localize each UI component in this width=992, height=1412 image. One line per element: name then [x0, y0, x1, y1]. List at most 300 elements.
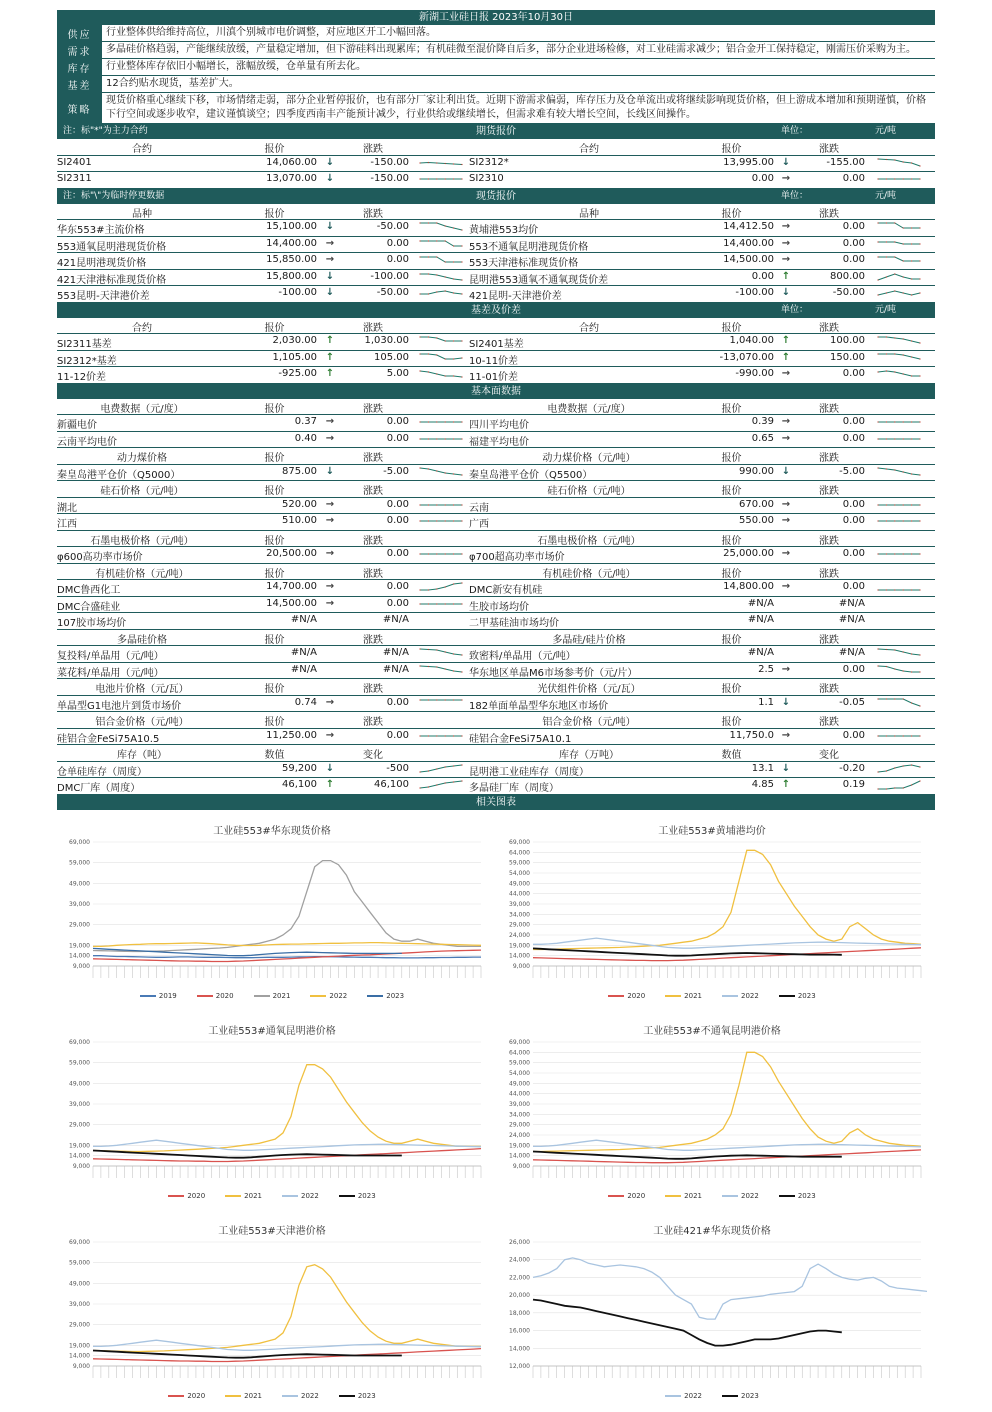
sparkline [877, 271, 921, 283]
trend-down-icon: ↓ [325, 287, 335, 298]
sparkline-point [919, 243, 920, 244]
trend-flat-icon: → [325, 498, 335, 510]
line-chart [57, 822, 487, 1012]
table-row [57, 547, 935, 564]
y-tick-label: 16,000 [509, 1327, 530, 1335]
y-tick-label: 69,000 [69, 1239, 90, 1246]
table-row [57, 432, 935, 449]
item-name: DMC新安有机硅 [469, 585, 543, 596]
y-tick-label: 14,000 [509, 1345, 530, 1353]
table-row [57, 729, 935, 746]
table-row [57, 220, 935, 237]
item-change: #N/A [382, 647, 409, 658]
col-header: 报价 [264, 535, 285, 547]
trend-flat-icon: → [781, 254, 791, 265]
legend-label: 2022 [741, 992, 759, 1000]
item-price: -990.00 [735, 368, 774, 379]
item-change: -500 [386, 762, 409, 774]
y-tick-label: 29,000 [69, 1321, 90, 1329]
sparkline-point [894, 589, 895, 590]
table-header-row [57, 139, 935, 156]
sparkline-point [453, 278, 454, 279]
summary-block [57, 25, 935, 124]
sparkline-point [886, 158, 887, 159]
sparkline-point [894, 767, 895, 768]
sparkline-point [436, 784, 437, 785]
sparkline-point [453, 375, 454, 376]
sparkline-point [877, 520, 878, 521]
legend-item [225, 1392, 262, 1400]
sparkline-point [436, 291, 437, 292]
sparkline-path [420, 354, 462, 359]
sparkline-point [419, 771, 420, 772]
sparkline-point [877, 698, 878, 699]
sparkline-point [894, 735, 895, 736]
sparkline-path [878, 765, 920, 772]
item-change: 0.00 [386, 416, 409, 427]
sparkline-point [903, 520, 904, 521]
trend-down-icon: ↓ [781, 762, 791, 774]
table-row [57, 778, 935, 795]
col-header: 合约 [579, 144, 599, 155]
legend-swatch [282, 1195, 298, 1197]
item-name: DMC合盛硅业 [57, 601, 121, 613]
y-tick-label: 64,000 [509, 1049, 530, 1057]
table-row [57, 514, 935, 531]
item-name: 江西 [57, 519, 77, 530]
sparkline-point [436, 222, 437, 223]
trend-flat-icon: → [325, 581, 335, 592]
legend-label: 2020 [215, 992, 234, 1000]
sparkline-path [878, 291, 920, 295]
sparkline-point [919, 474, 920, 475]
item-change: 0.00 [842, 548, 865, 559]
sparkline-point [419, 553, 420, 554]
sparkline-point [911, 520, 912, 521]
sub-header-row [57, 630, 935, 647]
item-name: DMC厂库（周度） [57, 783, 141, 794]
table-row [57, 646, 935, 663]
line-chart [497, 1222, 927, 1412]
trend-up-icon: ↑ [325, 368, 335, 379]
item-change: -100.00 [370, 270, 409, 282]
sparkline-point [894, 469, 895, 470]
y-tick-label: 49,000 [509, 1080, 530, 1088]
y-tick-label: 49,000 [509, 880, 530, 888]
col-header: 涨跌 [363, 208, 383, 220]
col-header: 涨跌 [363, 322, 383, 334]
sparkline-path [420, 291, 462, 294]
sparkline-point [461, 671, 462, 672]
item-price: 14,400.00 [723, 237, 774, 249]
table-header-row [57, 399, 935, 416]
item-name: 四川平均电价 [469, 420, 529, 431]
legend-swatch [779, 1195, 795, 1197]
sparkline-point [428, 161, 429, 162]
sparkline-point [877, 735, 878, 736]
sparkline-point [428, 222, 429, 223]
legend-label: 2023 [741, 1392, 759, 1400]
item-name: 421昆明-天津港价差 [469, 291, 562, 302]
sparkline-point [886, 292, 887, 293]
table-row [57, 172, 935, 189]
sparkline-point [436, 603, 437, 604]
item-name: 553昆明-天津港价差 [57, 291, 150, 302]
y-tick-label: 29,000 [69, 921, 90, 929]
sparkline-point [919, 421, 920, 422]
sparkline-point [436, 520, 437, 521]
legend-label: 2022 [329, 992, 348, 1000]
sparkline-point [886, 222, 887, 223]
legend-swatch [282, 1395, 298, 1397]
sparkline-point [419, 520, 420, 521]
trend-up-icon: ↑ [325, 779, 335, 790]
item-price: 20,500.00 [266, 548, 317, 559]
sparkline-point [419, 787, 420, 788]
sparkline-point [453, 735, 454, 736]
col-header: 报价 [721, 535, 742, 547]
sparkline-path [878, 371, 920, 376]
sparkline-point [461, 654, 462, 655]
trend-flat-icon: → [325, 696, 335, 708]
item-price: 13,995.00 [723, 156, 774, 168]
legend-label: 2022 [301, 1392, 319, 1400]
legend-label: 2022 [741, 1192, 759, 1200]
sparkline-point [894, 337, 895, 338]
sparkline-point [919, 671, 920, 672]
line-chart [497, 1022, 927, 1212]
legend-item [140, 992, 177, 1000]
item-name: 秦皇岛港平仓价（Q5500） [469, 469, 593, 481]
trend-flat-icon: → [781, 368, 791, 379]
sparkline-point [419, 256, 420, 257]
sparkline-point [453, 358, 454, 359]
sparkline-point [419, 336, 420, 337]
item-price: 0.39 [751, 416, 774, 427]
sparkline [419, 548, 463, 560]
sparkline-point [419, 504, 420, 505]
sparkline-point [911, 421, 912, 422]
col-header: 品种 [132, 208, 152, 220]
y-tick-label: 14,000 [509, 952, 530, 960]
sparkline-point [436, 354, 437, 355]
item-change: -50.00 [832, 287, 865, 298]
sparkline [877, 730, 921, 742]
sparkline-path [420, 257, 462, 262]
y-tick-label: 59,000 [69, 1059, 90, 1067]
series-line-2019 [93, 956, 481, 958]
item-price: 14,500.00 [266, 597, 317, 609]
sparkline-point [445, 766, 446, 767]
sparkline [877, 221, 921, 233]
col-header: 报价 [721, 322, 742, 334]
table-row [57, 286, 935, 303]
sparkline [877, 416, 921, 428]
sparkline-point [436, 421, 437, 422]
trend-down-icon: ↓ [325, 221, 335, 232]
sparkline [877, 238, 921, 250]
item-price: #N/A [290, 663, 317, 675]
sparkline [419, 335, 463, 347]
sparkline-point [445, 438, 446, 439]
legend-swatch [310, 995, 326, 997]
sparkline-point [903, 276, 904, 277]
legend-swatch [339, 1395, 355, 1397]
sparkline-point [419, 665, 420, 666]
col-header: 石墨电极价格（元/吨） [537, 535, 641, 547]
legend-label: 2021 [244, 1192, 262, 1200]
sparkline-point [877, 158, 878, 159]
sparkline-point [428, 371, 429, 372]
sparkline-point [894, 241, 895, 242]
sparkline-point [453, 670, 454, 671]
sparkline-point [919, 589, 920, 590]
sparkline-point [903, 651, 904, 652]
sparkline-point [911, 356, 912, 357]
sparkline-point [461, 421, 462, 422]
legend-item [225, 1192, 262, 1200]
sparkline-point [453, 504, 454, 505]
sparkline [419, 515, 463, 527]
y-tick-label: 69,000 [509, 1039, 530, 1046]
legend-item [665, 1392, 702, 1400]
sparkline-point [445, 290, 446, 291]
item-name: 昆明港553通氧不通氧现货价差 [469, 274, 609, 286]
sparkline [419, 221, 463, 233]
chart-plot [57, 1238, 487, 1388]
trend-down-icon: ↓ [325, 270, 335, 282]
sparkline-point [886, 421, 887, 422]
item-change: -50.00 [376, 287, 409, 298]
col-header: 涨跌 [363, 717, 383, 728]
item-name: SI2401基差 [469, 339, 524, 350]
item-change: 0.00 [842, 432, 865, 444]
sparkline-path [420, 781, 462, 788]
sparkline-point [453, 603, 454, 604]
sparkline-point [436, 699, 437, 700]
y-tick-label: 34,000 [509, 911, 530, 919]
item-price: 14,060.00 [266, 156, 317, 168]
legend-item [310, 992, 347, 1000]
legend-swatch [722, 1195, 738, 1197]
sparkline-point [453, 340, 454, 341]
sparkline-point [436, 470, 437, 471]
y-tick-label: 39,000 [509, 1101, 530, 1108]
sparkline [877, 352, 921, 364]
trend-down-icon: ↓ [325, 465, 335, 477]
col-header: 电费数据（元/度） [100, 403, 184, 415]
sparkline-point [428, 421, 429, 422]
sparkline-point [428, 786, 429, 787]
legend-swatch [722, 1395, 738, 1397]
chart-legend [497, 1192, 927, 1200]
item-price: 14,500.00 [723, 254, 774, 265]
legend-label: 2021 [272, 992, 291, 1000]
trend-up-icon: ↑ [781, 270, 791, 282]
sparkline-point [419, 438, 420, 439]
sparkline-path [878, 223, 920, 228]
sparkline [877, 664, 921, 676]
sparkline-point [436, 274, 437, 275]
sparkline-point [445, 782, 446, 783]
item-price: -100.00 [278, 287, 317, 298]
sparkline [419, 664, 463, 676]
sparkline-point [886, 770, 887, 771]
y-tick-label: 12,000 [509, 1363, 530, 1370]
chart-legend [57, 992, 487, 1000]
sparkline-point [445, 240, 446, 241]
sparkline-point [436, 649, 437, 650]
legend-label: 2023 [797, 1192, 816, 1200]
item-name: 硅铝合金FeSi75A10.5 [57, 733, 160, 745]
y-tick-label: 26,000 [509, 1239, 530, 1246]
y-tick-label: 19,000 [69, 1142, 90, 1150]
chart-plot [497, 838, 927, 988]
sparkline-path [878, 257, 920, 261]
sparkline [419, 271, 463, 283]
sparkline-point [445, 668, 446, 669]
item-change: 0.00 [842, 663, 865, 675]
summary-label: 需求 [57, 42, 102, 58]
sparkline-point [919, 438, 920, 439]
item-name: 182单面单晶型华东地区市场价 [469, 700, 609, 712]
y-tick-label: 29,000 [509, 921, 530, 929]
col-header: 涨跌 [819, 208, 839, 220]
col-header: 报价 [264, 486, 285, 497]
sparkline-point [894, 178, 895, 179]
y-tick-label: 64,000 [509, 849, 530, 857]
item-change: 800.00 [830, 270, 865, 282]
legend-label: 2020 [187, 1392, 206, 1400]
trend-up-icon: ↑ [325, 351, 335, 363]
chart-legend [497, 1392, 927, 1400]
y-tick-label: 59,000 [509, 859, 530, 867]
series-line-2021 [533, 1052, 921, 1151]
series-line-2021 [93, 861, 481, 952]
sparkline-path [878, 242, 920, 244]
item-change: 0.00 [386, 515, 409, 526]
table-row [57, 465, 935, 482]
sparkline [877, 499, 921, 511]
sparkline [877, 466, 921, 478]
col-header: 电池片价格（元/瓦） [95, 684, 189, 695]
table-row [57, 367, 935, 384]
item-change: -0.20 [839, 762, 865, 774]
sparkline [419, 614, 463, 626]
sparkline-point [436, 373, 437, 374]
legend-swatch [779, 995, 795, 997]
sparkline [877, 433, 921, 445]
item-change: #N/A [382, 663, 409, 675]
y-tick-label: 39,000 [69, 901, 90, 908]
col-header: 报价 [721, 717, 742, 728]
y-tick-label: 22,000 [509, 1274, 530, 1282]
legend-item [168, 1392, 205, 1400]
item-change: 0.00 [842, 368, 865, 379]
item-change: 1,030.00 [364, 335, 409, 346]
sparkline-point [911, 227, 912, 228]
series-line-2023 [533, 1300, 842, 1346]
sparkline-point [461, 376, 462, 377]
sparkline-point [445, 504, 446, 505]
col-header: 报价 [264, 453, 285, 464]
sparkline-point [894, 421, 895, 422]
item-name: 致密料/单晶用（元/吨） [469, 651, 576, 662]
sparkline [419, 173, 463, 185]
table-row [57, 498, 935, 515]
col-header: 涨跌 [819, 486, 839, 497]
y-tick-label: 39,000 [509, 901, 530, 908]
sparkline-point [461, 699, 462, 700]
sparkline-point [903, 589, 904, 590]
chart-legend [497, 992, 927, 1000]
sparkline-point [428, 293, 429, 294]
sparkline-point [919, 766, 920, 767]
y-tick-label: 24,000 [509, 932, 530, 939]
sparkline-point [894, 520, 895, 521]
table-row [57, 597, 935, 614]
sparkline-point [445, 178, 446, 179]
y-tick-label: 59,000 [509, 1059, 530, 1067]
item-name: 新疆电价 [57, 420, 97, 431]
sparkline-point [428, 438, 429, 439]
sparkline-point [461, 340, 462, 341]
item-price: 2,030.00 [272, 335, 317, 346]
sparkline-point [911, 504, 912, 505]
item-name: DMC鲁西化工 [57, 585, 121, 596]
item-price: 510.00 [282, 515, 317, 526]
sparkline-point [445, 651, 446, 652]
sparkline-point [877, 371, 878, 372]
col-header: 涨跌 [819, 684, 839, 695]
sparkline-point [903, 553, 904, 554]
item-price: 550.00 [739, 515, 774, 526]
sparkline-point [886, 788, 887, 789]
sparkline-point [436, 337, 437, 338]
sparkline-point [436, 438, 437, 439]
col-header: 库存（吨） [117, 750, 167, 761]
section-title: 期货报价 [476, 126, 516, 137]
sparkline-point [903, 735, 904, 736]
data-tables [57, 124, 935, 795]
y-tick-label: 24,000 [509, 1256, 530, 1264]
sparkline-point [877, 788, 878, 789]
sparkline-point [894, 553, 895, 554]
sparkline [419, 499, 463, 511]
sparkline-path [878, 468, 920, 475]
sparkline-point [877, 256, 878, 257]
sparkline-point [428, 649, 429, 650]
sparkline-point [445, 699, 446, 700]
sparkline-point [877, 438, 878, 439]
legend-item [367, 992, 404, 1000]
sparkline-point [894, 504, 895, 505]
sparkline-point [919, 375, 920, 376]
legend-swatch [367, 995, 383, 997]
item-price: 0.40 [294, 432, 317, 444]
sparkline-path [420, 649, 462, 655]
sparkline-point [919, 780, 920, 781]
sparkline [877, 697, 921, 709]
legend-label: 2020 [627, 1192, 646, 1200]
trend-flat-icon: → [325, 548, 335, 559]
sparkline-point [886, 735, 887, 736]
line-chart [497, 822, 927, 1012]
sparkline-point [886, 649, 887, 650]
legend-item [665, 1192, 702, 1200]
item-name: 11-01价差 [469, 372, 519, 383]
y-tick-label: 49,000 [69, 1280, 90, 1288]
